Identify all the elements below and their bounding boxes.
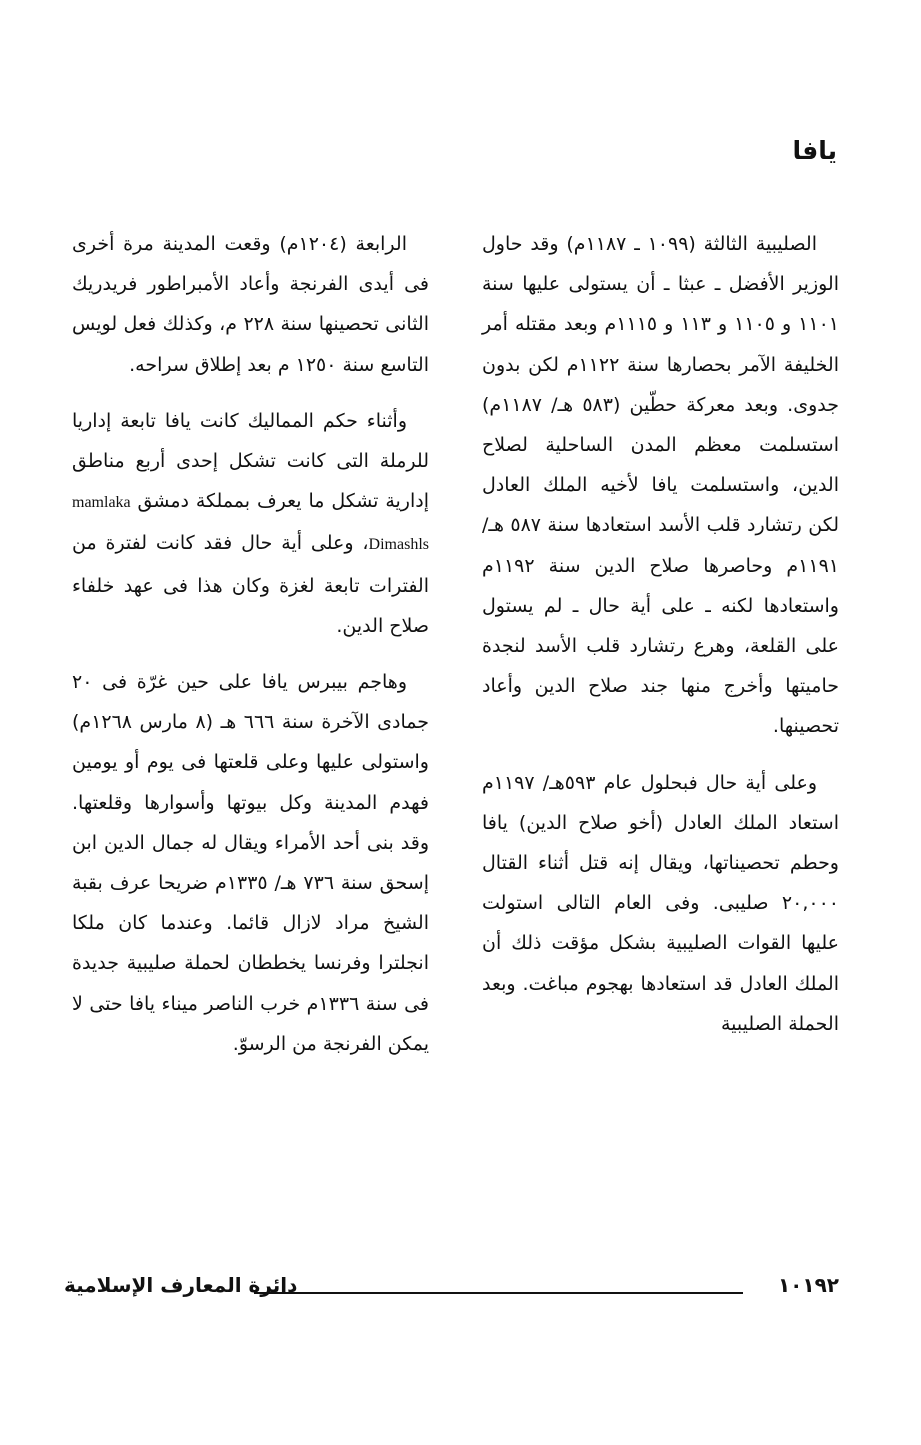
right-column xyxy=(482,224,839,1060)
paragraph: وهاجم بيبرس يافا على حين غرّة فى ٢٠ جمادى الآخرة سنة ٦٦٦ هـ (٨ مارس ١٢٦٨م) واستولى عليها وعلى قلعتها فى يوم أو يومين فهدم المدينة وكل بيوتها وأسوارها وقلعتها. وقد بنى أحد الأمراء ويقال له جمال الدين ابن إسحق سنة ٧٣٦ هـ/ ١٣٣٥م ضريحا عرف بقبة الشيخ مراد لازال قائما. وعندما كان ملكا انجلترا وفرنسا يخططان لحملة صليبية جديدة فى سنة ١٣٣٦م خرب الناصر ميناء يافا حتى لا يمكن الفرنجة من الرسوّ. xyxy=(72,671,430,1055)
running-header: يافا xyxy=(792,136,837,165)
page-number: ١٠١٩٢ xyxy=(777,1273,839,1297)
latin-transliteration: mamlaka Dimashls xyxy=(72,494,429,554)
left-column xyxy=(72,224,429,1080)
paragraph xyxy=(72,401,429,646)
paragraph: وعلى أية حال فبحلول عام ٥٩٣هـ/ ١١٩٧م استعاد الملك العادل (أخو صلاح الدين) يافا وحطم تحصيناتها، ويقال إنه قتل أثناء القتال ٢٠,٠٠٠ صليبى. وفى العام التالى استولت عليها القوات الصليبية بشكل مؤقت ذلك أن الملك العادل قد استعادها بهجوم مباغت. وبعد الحملة الصليبية xyxy=(482,771,839,1035)
paragraph-text: وأثناء حكم المماليك كانت يافا تابعة إداريا للرملة التى كانت تشكل إحدى أربع مناطق إدارية تشكل ما يعرف بمملكة دمشق xyxy=(72,409,429,513)
paragraph: الصليبية الثالثة (١٠٩٩ ـ ١١٨٧م) وقد حاول الوزير الأفضل ـ عبثا ـ أن يستولى عليها سنة ١١٠١ و ١١٠٥ و ١١٣ و ١١١٥م وبعد مقتله أمر الخليفة الآمر بحصارها سنة ١١٢٢م لكن بدون جدوى. وبعد معركة حطّين (٥٨٣ هـ/ ١١٨٧م) استسلمت معظم المدن الساحلية لصلاح الدين، واستسلمت يافا لأخيه الملك العادل لكن رتشارد قلب الأسد استعادها سنة ٥٨٧ هـ/ ١١٩١م وحاصرها صلاح الدين سنة ١١٩٢م واستعادها لكنه ـ على أية حال ـ لم يستول على القلعة، وهرع رتشارد قلب الأسد لنجدة حاميتها وأخرج منها جند صلاح الدين وأعاد تحصينها. xyxy=(482,233,839,738)
publication-title: دائرة المعارف الإسلامية xyxy=(64,1273,298,1297)
paragraph: الرابعة (١٢٠٤م) وقعت المدينة مرة أخرى فى أيدى الفرنجة وأعاد الأمبراطور فريدريك الثانى تحصينها سنة ٢٢٨ م، وكذلك فعل لويس التاسع سنة ١٢٥٠ م بعد إطلاق سراحه. xyxy=(72,233,429,376)
footer-rule xyxy=(254,1292,743,1294)
page-footer xyxy=(64,1273,839,1313)
paragraph-text: ، وعلى أية حال فقد كانت لفترة من الفترات تابعة لغزة وكان هذا فى عهد خلفاء صلاح الدين. xyxy=(72,532,429,637)
